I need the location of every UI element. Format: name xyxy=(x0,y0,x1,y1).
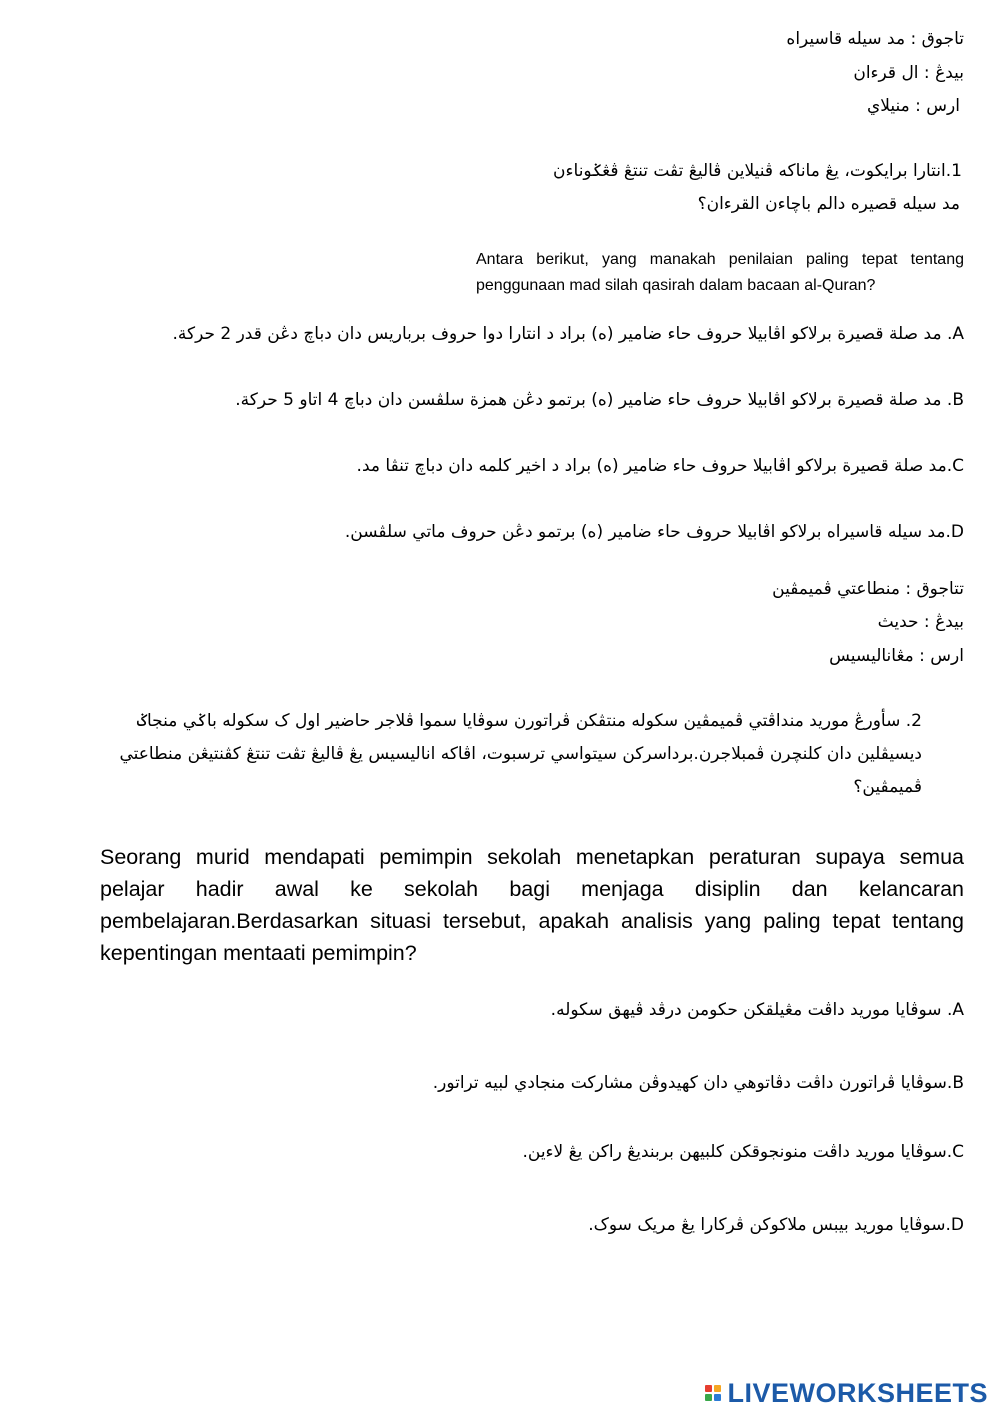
field-line: بيدڠ : ال قرءان xyxy=(853,63,964,83)
logo-square xyxy=(714,1385,721,1392)
question-1-jawi-line-1: 1.انتارا برايكوت، يڠ ماناكه ڤنيلاين ڤاليڠ تڤت تنتڠ ڤڠݢوناءن xyxy=(553,161,962,181)
logo-grid-icon xyxy=(705,1385,721,1401)
question-1-option-c[interactable]: C.مد صلة قصيرة برلاكو اڤابيلا حروف حاء ضامير (ه) براد د اخير كلمه دان دباچ تنڤا مد. xyxy=(356,456,964,476)
question-2-option-b[interactable]: B.سوڤايا ڤراتورن داڤت دڤاتوهي دان كهيدوڤن مشاركت منجادي لبيه تراتور. xyxy=(432,1073,964,1093)
topic-line-2: تتاجوق : منطاعتي ڤميمڤين xyxy=(772,579,964,599)
liveworksheets-logo xyxy=(705,1378,988,1408)
topic-line: تاجوق : مد سيله قاسيراه xyxy=(786,29,964,49)
logo-text: LIVEWORKSHEETS xyxy=(727,1377,988,1408)
level-line: ارس : منيلاي xyxy=(866,96,960,116)
question-2-malay: Seorang murid mendapati pemimpin sekolah menetapkan peraturan supaya semua pelajar hadir awal ke sekolah bagi menjaga disiplin dan kelancaran pembelajaran.Berdasarkan situasi tersebut, apakah analisis yang paling tepat tentang kepentingan mentaati pemimpin? xyxy=(100,845,964,965)
logo-square xyxy=(705,1385,712,1392)
question-2-option-a[interactable]: A. سوڤايا موريد داڤت مڠيلقكن حكومن درڤد ڤيهق سكوله. xyxy=(550,1000,964,1020)
question-1-option-d[interactable]: D.مد سيله قاسيراه برلاكو اڤابيلا حروف حاء ضامير (ه) برتمو دڠن حروف ماتي سلڤسن. xyxy=(344,522,964,542)
question-1-option-b[interactable]: B. مد صلة قصيرة برلاكو اڤابيلا حروف حاء ضامير (ه) برتمو دڠن همزة سلڤسن دان دباچ 4 اتاو 5 حركة. xyxy=(235,390,964,410)
question-2-option-c[interactable]: C.سوڤايا موريد داڤت منونجوقكن كلبيهن بربنديڠ راكن يڠ لاءين. xyxy=(522,1142,964,1162)
question-1-malay: Antara berikut, yang manakah penilaian paling tepat tentang penggunaan mad silah qasirah dalam bacaan al-Quran? xyxy=(476,251,964,294)
question-2-option-d[interactable]: D.سوڤايا موريد بيبس ملاكوكن ڤركارا يڠ مريک سوک. xyxy=(588,1215,964,1235)
field-line-2: بيدڠ : حديث xyxy=(877,612,964,632)
question-1-option-a[interactable]: A. مد صلة قصيرة برلاكو اڤابيلا حروف حاء ضامير (ه) براد د انتارا دوا حروف برباريس دان دباچ دڠن قدر 2 حركة. xyxy=(172,324,964,344)
question-2-jawi: 2. سأورڠ موريد منداڤتي ڤميمڤين سكوله منتڤكن ڤراتورن سوڤايا سموا ڤلاجر حاضير اول ک سكوله باݢي منجاݢ ديسيڤلين دان كلنچرن ڤمبلاجرن.برداسركن سيتواسي ترسبوت، اڤاكه اناليسيس يڠ ڤاليڠ تڤت تنتڠ كڤنتيڠن منطاعتي ڤميمڤين؟ xyxy=(119,711,922,797)
logo-square xyxy=(705,1394,712,1401)
logo-square xyxy=(714,1394,721,1401)
question-1-jawi-line-2: مد سيله قصيره دالم باچاءن القرءان؟ xyxy=(697,194,960,214)
level-line-2: ارس : مڠاناليسيس xyxy=(829,646,964,666)
